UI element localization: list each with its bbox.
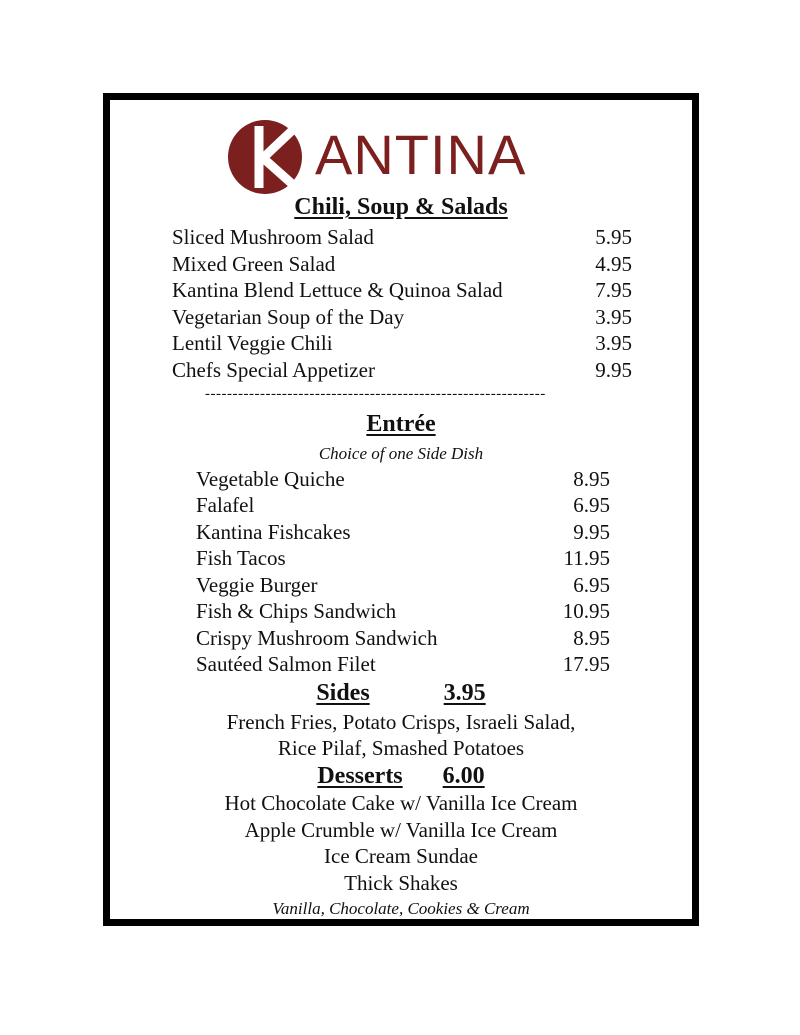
menu-item-price: 9.95 — [573, 520, 610, 544]
menu-item-name: Chefs Special Appetizer — [172, 358, 375, 382]
menu-item-price: 4.95 — [595, 252, 632, 276]
menu-item-price: 6.95 — [573, 573, 610, 597]
kantina-logo — [225, 116, 605, 198]
dessert-line: Hot Chocolate Cake w/ Vanilla Ice Cream — [224, 791, 578, 815]
menu-item-name: Vegetable Quiche — [196, 467, 345, 491]
sides-title: Sides — [316, 680, 370, 706]
menu-item-name: Vegetarian Soup of the Day — [172, 305, 405, 329]
desserts-title: Desserts — [317, 763, 403, 789]
menu-item-name: Fish Tacos — [196, 546, 286, 570]
menu-item-price: 9.95 — [595, 358, 632, 382]
menu-item-name: Fish & Chips Sandwich — [196, 599, 397, 623]
menu-item-name: Kantina Blend Lettuce & Quinoa Salad — [172, 278, 503, 302]
kantina-logo-mark — [225, 116, 315, 198]
menu-item-price: 5.95 — [595, 225, 632, 249]
menu-frame — [103, 93, 699, 926]
section-title-entree: Entrée — [366, 411, 436, 437]
menu-item-name: Sliced Mushroom Salad — [172, 225, 374, 249]
menu-item-price: 10.95 — [562, 599, 610, 623]
dessert-line: Thick Shakes — [344, 871, 458, 895]
menu-item-price: 6.95 — [573, 493, 610, 517]
dessert-line: Apple Crumble w/ Vanilla Ice Cream — [244, 818, 558, 842]
entree-subtitle: Choice of one Side Dish — [318, 444, 484, 463]
menu-item-price: 11.95 — [563, 546, 610, 570]
sides-line: French Fries, Potato Crisps, Israeli Salad, — [226, 710, 576, 734]
menu-item-price: 8.95 — [573, 626, 610, 650]
menu-item-price: 8.95 — [573, 467, 610, 491]
menu-item-price: 7.95 — [595, 278, 632, 302]
menu-item-name: Kantina Fishcakes — [196, 520, 351, 544]
menu-item-price: 3.95 — [595, 331, 632, 355]
section-title-desserts — [110, 763, 692, 790]
menu-item-price: 3.95 — [595, 305, 632, 329]
menu-item-name: Lentil Veggie Chili — [172, 331, 333, 355]
sides-price: 3.95 — [443, 680, 486, 706]
menu-item-name: Falafel — [196, 493, 255, 517]
menu-item-name: Crispy Mushroom Sandwich — [196, 626, 438, 650]
menu-item-name: Veggie Burger — [196, 573, 318, 597]
menu-item-name: Mixed Green Salad — [172, 252, 336, 276]
section-title-chili: Chili, Soup & Salads — [294, 194, 508, 220]
kantina-logo-text: ANTINA — [315, 123, 527, 186]
dessert-line: Ice Cream Sundae — [324, 844, 478, 868]
desserts-price: 6.00 — [442, 763, 485, 789]
sides-line: Rice Pilaf, Smashed Potatoes — [277, 736, 525, 760]
section-title-sides — [110, 680, 692, 707]
menu-item-name: Sautéed Salmon Filet — [196, 652, 376, 676]
dessert-note: Vanilla, Chocolate, Cookies & Cream — [272, 899, 530, 918]
menu-item-price: 17.95 — [562, 652, 610, 676]
section-divider: -------------------------------------------------------------- — [205, 386, 546, 402]
